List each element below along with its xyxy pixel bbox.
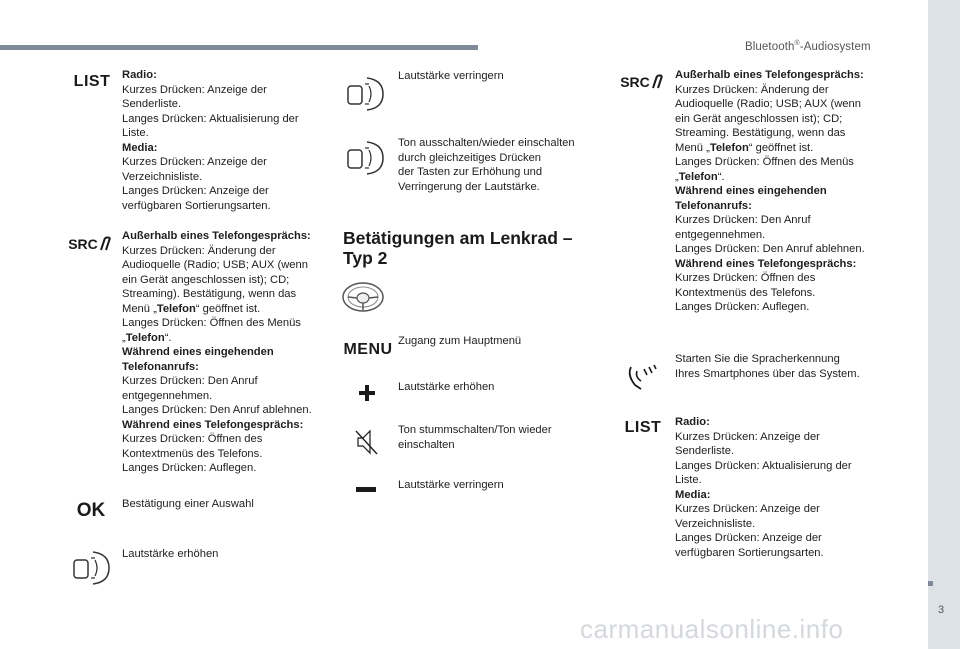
volume-up-description: Lautstärke erhöhen <box>122 548 219 560</box>
page-number: 3 <box>938 604 945 616</box>
ok-button-icon: OK <box>76 500 106 521</box>
voice-description: Starten Sie die Spracherkennung Ihres Smartphones über das System. <box>675 353 860 380</box>
menu-button-icon: MENU <box>343 341 393 358</box>
list-description: Radio: Kurzes Drücken: Anzeige der Senderliste. Langes Drücken: Aktualisierung der Liste. Media: Kurzes Drücken: Anzeige der Verzeichnisliste. Langes Drücken: Anzeige der verfügbaren Sortierungsarten. <box>122 69 299 212</box>
page-sidebar <box>928 0 960 649</box>
list-button-icon-2: LIST <box>624 419 662 436</box>
plus-icon <box>356 382 378 404</box>
steering-wheel-icon <box>340 280 386 314</box>
mute-description: Ton ausschalten/wieder einschalten durch gleichzeitiges Drücken der Tasten zur Erhöhung und Verringerung der Lautstärke. <box>398 137 575 193</box>
plus-description: Lautstärke erhöhen <box>398 381 495 393</box>
steering-wheel-mute-icon <box>344 140 386 176</box>
page-marker <box>928 581 933 586</box>
src-phone-button-icon: SRC <box>66 234 116 254</box>
phone-handset-icon-2 <box>650 74 666 90</box>
src-description: Außerhalb eines Telefongesprächs: Kurzes Drücken: Änderung der Audioquelle (Radio; USB; AUX (wenn ein Gerät angeschlossen ist); CD; Streaming). Bestätigung, wenn das Menü „Telefon“ geöffnet ist. Langes Drücken: Öffnen des Menüs „Telefon“. Während eines eingehenden Telefonanrufs: Kurzes Drücken: Den Anruf entgegennehmen. Langes Drücken: Den Anruf ablehnen. Während eines Telefongesprächs: Kurzes Drücken: Öffnen des Kontextmenüs des Telefons. Langes Drücken: Auflegen. <box>122 230 312 474</box>
list2-description: Radio: Kurzes Drücken: Anzeige der Senderliste. Langes Drücken: Aktualisierung der Liste. Media: Kurzes Drücken: Anzeige der Verzeichnisliste. Langes Drücken: Anzeige der verfügbaren Sortierungsarten. <box>675 416 852 559</box>
watermark: carmanualsonline.info <box>580 614 844 644</box>
src-phone-button-icon-2: SRC <box>618 72 668 92</box>
volume-down-description: Lautstärke verringern <box>398 70 504 82</box>
section-title: Betätigungen am Lenkrad – Typ 2 <box>343 228 573 268</box>
speaker-mute-icon <box>354 426 380 458</box>
steering-wheel-volume-down-icon <box>344 76 386 112</box>
minus-description: Lautstärke verringern <box>398 479 504 491</box>
page-header-title: Bluetooth®-Audiosystem <box>745 40 871 53</box>
header-rule <box>0 45 478 50</box>
phone-handset-icon <box>98 236 114 252</box>
voice-recognition-icon <box>624 362 658 392</box>
steering-wheel-volume-up-icon <box>70 550 112 586</box>
menu-description: Zugang zum Hauptmenü <box>398 335 522 347</box>
minus-icon <box>354 484 378 496</box>
src2-description: Außerhalb eines Telefongesprächs: Kurzes Drücken: Änderung der Audioquelle (Radio; USB; AUX (wenn ein Gerät angeschlossen ist); CD; Streaming. Bestätigung, wenn das Menü „Telefon“ geöffnet ist. Langes Drücken: Öffnen des Menüs „Telefon“. Während eines eingehenden Telefonanrufs: Kurzes Drücken: Den Anruf entgegennehmen. Langes Drücken: Den Anruf ablehnen. Während eines Telefongesprächs: Kurzes Drücken: Öffnen des Kontextmenüs des Telefons. Langes Drücken: Auflegen. <box>675 69 865 313</box>
list-button-icon: LIST <box>73 73 111 90</box>
ok-description: Bestätigung einer Auswahl <box>122 498 254 510</box>
mute2-description: Ton stummschalten/Ton wieder einschalten <box>398 424 552 451</box>
